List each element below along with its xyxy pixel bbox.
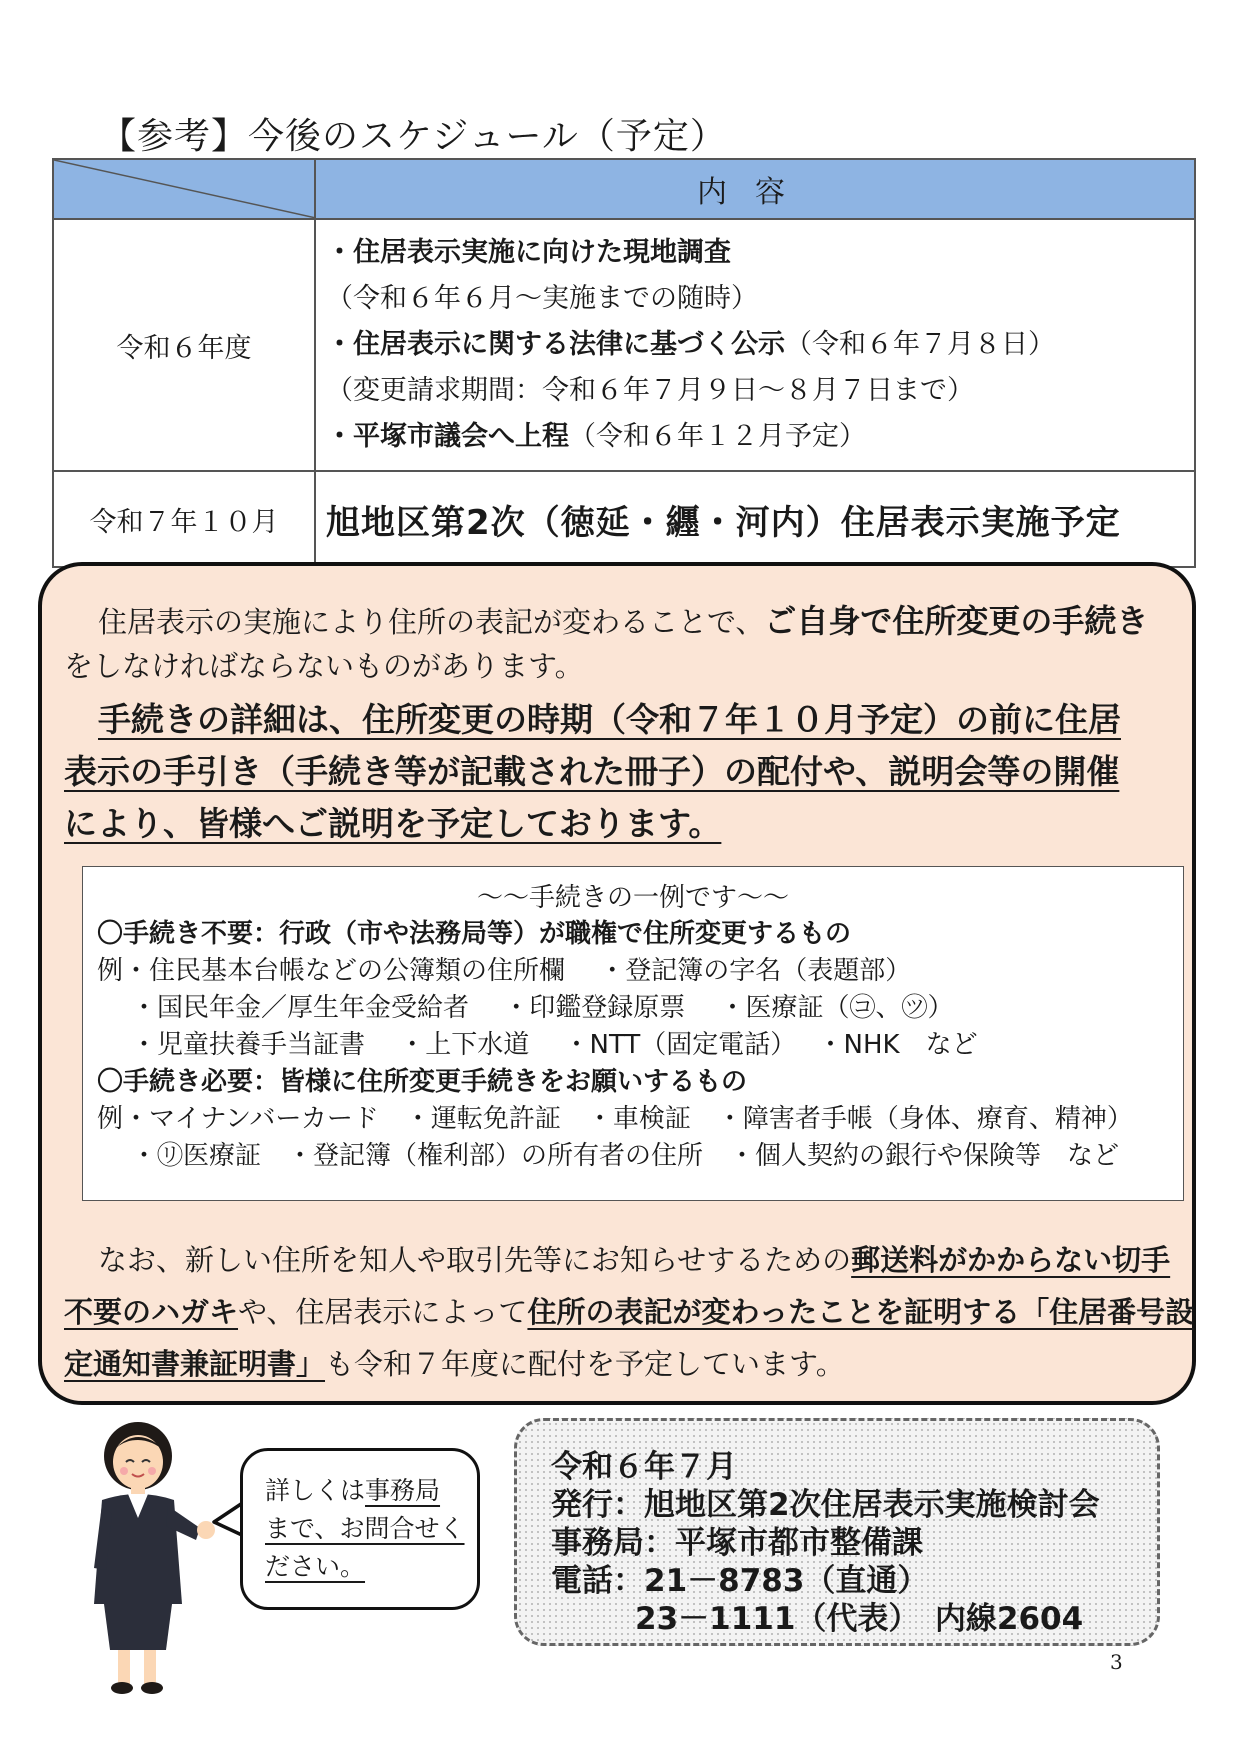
table-row bbox=[53, 219, 1195, 471]
period-cell: 令和６年度 bbox=[53, 219, 315, 471]
staff-woman-illustration bbox=[82, 1418, 222, 1696]
diagonal-line bbox=[54, 160, 316, 218]
phone-direct: 電話：21－8783（直通） bbox=[551, 1563, 929, 1599]
notice-paragraph-2-line-1: 手続きの詳細は、住所変更の時期（令和７年１０月予定）の前に住居 bbox=[98, 700, 1121, 739]
contact-box bbox=[514, 1418, 1160, 1646]
page-number: 3 bbox=[1110, 1650, 1123, 1674]
schedule-line: ・平塚市議会へ上程（令和６年１２月予定） bbox=[326, 421, 866, 452]
header-diagonal-cell bbox=[53, 159, 315, 219]
notice-paragraph-2-line-3: により、皆様へご説明を予定しております。 bbox=[64, 804, 722, 843]
notice-paragraph-1-line-1: 住居表示の実施により住所の表記が変わることで、ご自身で住所変更の手続き bbox=[98, 602, 1149, 640]
not-required-heading: 〇手続き不要：行政（市や法務局等）が職権で住所変更するもの bbox=[97, 919, 852, 949]
content-cell bbox=[315, 219, 1195, 471]
speech-bubble bbox=[240, 1448, 480, 1610]
bubble-line-3: ださい。 bbox=[265, 1552, 366, 1581]
example-line: ・㋷医療証 ・登記簿（権利部）の所有者の住所 ・個人契約の銀行や保険等 など bbox=[131, 1141, 1120, 1171]
content-cell bbox=[315, 471, 1195, 567]
table-row bbox=[53, 471, 1195, 567]
examples-box bbox=[82, 866, 1184, 1201]
example-line: ・国民年金／厚生年金受給者 ・印鑑登録原票 ・医療証（㋙、㋡） bbox=[131, 993, 954, 1023]
header-content-cell: 内容 bbox=[315, 159, 1195, 219]
required-heading: 〇手続き必要：皆様に住所変更手続きをお願いするもの bbox=[97, 1067, 748, 1097]
schedule-line: （令和６年６月～実施までの随時） bbox=[326, 283, 758, 314]
publisher: 発行：旭地区第2次住居表示実施検討会 bbox=[551, 1487, 1100, 1523]
schedule-line: ・住居表示実施に向けた現地調査 bbox=[326, 237, 731, 268]
example-line: ・児童扶養手当証書 ・上下水道 ・NTT（固定電話） ・NHK など bbox=[131, 1030, 978, 1060]
implementation-text: 旭地区第2次（徳延・纒・河内）住居表示実施予定 bbox=[326, 502, 1121, 543]
example-line: 例・住民基本台帳などの公簿類の住所欄 ・登記簿の字名（表題部） bbox=[97, 956, 912, 986]
bubble-line-1: 詳しくは事務局 bbox=[265, 1476, 441, 1505]
bubble-line-2: まで、お問合せく bbox=[265, 1514, 465, 1543]
schedule-line: ・住居表示に関する法律に基づく公示（令和６年７月８日） bbox=[326, 329, 1055, 360]
schedule-line: （変更請求期間：令和６年７月９日～８月７日まで） bbox=[326, 375, 974, 406]
notice-paragraph-1-line-2: をしなければならないものがあります。 bbox=[64, 649, 584, 683]
examples-title: ～～手続きの一例です～～ bbox=[476, 883, 789, 913]
table-header-row bbox=[53, 159, 1195, 219]
notice-paragraph-2-line-2: 表示の手引き（手続き等が記載された冊子）の配付や、説明会等の開催 bbox=[64, 752, 1120, 791]
schedule-table bbox=[52, 158, 1196, 568]
office: 事務局：平塚市都市整備課 bbox=[551, 1525, 923, 1561]
notice-box bbox=[38, 562, 1196, 1405]
notice-paragraph-3-line-2: 不要のハガキや、住居表示によって住所の表記が変わったことを証明する「住居番号設 bbox=[64, 1295, 1195, 1329]
period-cell: 令和７年１０月 bbox=[53, 471, 315, 567]
notice-paragraph-3-line-3: 定通知書兼証明書」も令和７年度に配付を予定しています。 bbox=[64, 1347, 845, 1381]
page-heading: 【参考】今後のスケジュール（予定） bbox=[100, 116, 727, 157]
notice-paragraph-3-line-1: なお、新しい住所を知人や取引先等にお知らせするための郵送料がかからない切手 bbox=[98, 1243, 1171, 1277]
example-line: 例・マイナンバーカード ・運転免許証 ・車検証 ・障害者手帳（身体、療育、精神） bbox=[97, 1104, 1133, 1134]
phone-main: 23－1111（代表） 内線2604 bbox=[635, 1601, 1084, 1637]
publish-date: 令和６年７月 bbox=[551, 1449, 737, 1485]
